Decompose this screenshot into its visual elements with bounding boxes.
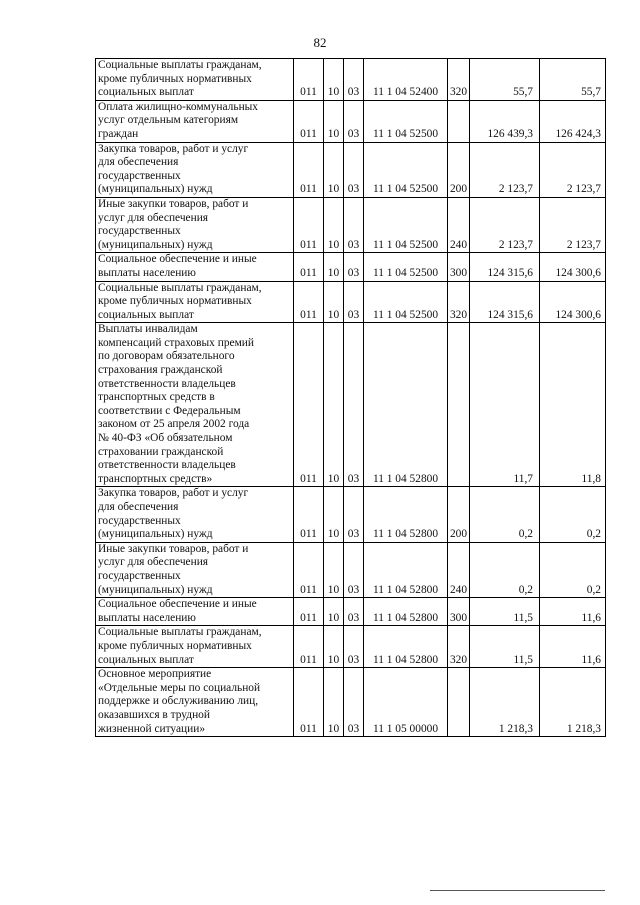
- cell-expense-type: [448, 100, 470, 142]
- table-row: [96, 142, 606, 197]
- cell-name: Основное мероприятие «Отдельные меры по социальной поддержке и обслуживанию лиц, оказавшихся в трудной жизненной ситуации»: [96, 668, 294, 737]
- cell-subsection: 03: [344, 100, 364, 142]
- cell-target-article: 11 1 04 52500: [364, 197, 448, 252]
- cell-section: 10: [324, 668, 344, 737]
- cell-name: Социальные выплаты гражданам, кроме публичных нормативных социальных выплат: [96, 59, 294, 101]
- cell-amount-1: 0,2: [470, 487, 540, 542]
- cell-name: Закупка товаров, работ и услуг для обеспечения государственных (муниципальных) нужд: [96, 487, 294, 542]
- cell-amount-1: 124 315,6: [470, 253, 540, 281]
- cell-section: 10: [324, 142, 344, 197]
- table-row: [96, 100, 606, 142]
- cell-ministry-code: 011: [294, 253, 324, 281]
- cell-amount-1: 1 218,3: [470, 668, 540, 737]
- cell-subsection: 03: [344, 323, 364, 487]
- table-row: [96, 197, 606, 252]
- cell-amount-1: 11,7: [470, 323, 540, 487]
- cell-section: 10: [324, 100, 344, 142]
- cell-amount-2: 0,2: [540, 487, 606, 542]
- cell-section: 10: [324, 542, 344, 597]
- cell-target-article: 11 1 04 52800: [364, 542, 448, 597]
- cell-ministry-code: 011: [294, 197, 324, 252]
- cell-ministry-code: 011: [294, 626, 324, 668]
- cell-expense-type: 320: [448, 626, 470, 668]
- cell-name: Выплаты инвалидам компенсаций страховых премий по договорам обязательного страхования гражданской ответственности владельцев транспортных средств в соответствии с Федеральным законом от 25 апреля 2002 года № 40-ФЗ «Об обязательном страховании гражданской ответственности владельцев транспортных средств»: [96, 323, 294, 487]
- cell-expense-type: 200: [448, 142, 470, 197]
- cell-name: Социальное обеспечение и иные выплаты населению: [96, 253, 294, 281]
- cell-target-article: 11 1 04 52500: [364, 281, 448, 323]
- cell-ministry-code: 011: [294, 142, 324, 197]
- table-row: [96, 323, 606, 487]
- cell-section: 10: [324, 197, 344, 252]
- cell-section: 10: [324, 253, 344, 281]
- cell-amount-2: 126 424,3: [540, 100, 606, 142]
- cell-target-article: 11 1 05 00000: [364, 668, 448, 737]
- cell-expense-type: 240: [448, 542, 470, 597]
- cell-amount-1: 124 315,6: [470, 281, 540, 323]
- cell-expense-type: 240: [448, 197, 470, 252]
- cell-ministry-code: 011: [294, 668, 324, 737]
- cell-amount-2: 0,2: [540, 542, 606, 597]
- cell-target-article: 11 1 04 52500: [364, 100, 448, 142]
- cell-section: 10: [324, 598, 344, 626]
- cell-subsection: 03: [344, 487, 364, 542]
- cell-subsection: 03: [344, 142, 364, 197]
- cell-amount-2: 11,6: [540, 598, 606, 626]
- cell-amount-2: 2 123,7: [540, 142, 606, 197]
- cell-expense-type: 320: [448, 59, 470, 101]
- cell-subsection: 03: [344, 59, 364, 101]
- cell-subsection: 03: [344, 598, 364, 626]
- cell-amount-2: 55,7: [540, 59, 606, 101]
- cell-target-article: 11 1 04 52500: [364, 253, 448, 281]
- cell-target-article: 11 1 04 52400: [364, 59, 448, 101]
- table-row: [96, 626, 606, 668]
- table-row: [96, 281, 606, 323]
- cell-section: 10: [324, 487, 344, 542]
- cell-amount-1: 11,5: [470, 598, 540, 626]
- cell-amount-2: 124 300,6: [540, 253, 606, 281]
- cell-name: Оплата жилищно-коммунальных услуг отдельным категориям граждан: [96, 100, 294, 142]
- cell-expense-type: 320: [448, 281, 470, 323]
- cell-name: Социальные выплаты гражданам, кроме публичных нормативных социальных выплат: [96, 281, 294, 323]
- cell-ministry-code: 011: [294, 100, 324, 142]
- cell-name: Иные закупки товаров, работ и услуг для обеспечения государственных (муниципальных) нужд: [96, 542, 294, 597]
- cell-ministry-code: 011: [294, 487, 324, 542]
- cell-subsection: 03: [344, 281, 364, 323]
- table-row: [96, 59, 606, 101]
- cell-target-article: 11 1 04 52800: [364, 598, 448, 626]
- cell-amount-1: 11,5: [470, 626, 540, 668]
- cell-amount-1: 2 123,7: [470, 197, 540, 252]
- cell-section: 10: [324, 59, 344, 101]
- cell-ministry-code: 011: [294, 281, 324, 323]
- cell-subsection: 03: [344, 626, 364, 668]
- cell-amount-2: 2 123,7: [540, 197, 606, 252]
- budget-table: [95, 58, 606, 737]
- cell-name: Иные закупки товаров, работ и услуг для обеспечения государственных (муниципальных) нужд: [96, 197, 294, 252]
- table-row: [96, 542, 606, 597]
- cell-section: 10: [324, 626, 344, 668]
- cell-ministry-code: 011: [294, 323, 324, 487]
- table-row: [96, 253, 606, 281]
- cell-expense-type: 300: [448, 253, 470, 281]
- cell-amount-2: 124 300,6: [540, 281, 606, 323]
- page-number: 82: [313, 35, 327, 50]
- cell-amount-2: 11,6: [540, 626, 606, 668]
- table-row: [96, 487, 606, 542]
- table-body: [96, 59, 606, 737]
- cell-ministry-code: 011: [294, 542, 324, 597]
- cell-ministry-code: 011: [294, 59, 324, 101]
- cell-amount-2: 11,8: [540, 323, 606, 487]
- cell-target-article: 11 1 04 52800: [364, 323, 448, 487]
- cell-amount-1: 55,7: [470, 59, 540, 101]
- cell-name: Социальное обеспечение и иные выплаты населению: [96, 598, 294, 626]
- cell-section: 10: [324, 323, 344, 487]
- table-row: [96, 668, 606, 737]
- cell-amount-1: 0,2: [470, 542, 540, 597]
- cell-target-article: 11 1 04 52800: [364, 487, 448, 542]
- cell-amount-1: 2 123,7: [470, 142, 540, 197]
- footer-divider: [430, 890, 605, 891]
- cell-amount-2: 1 218,3: [540, 668, 606, 737]
- cell-expense-type: 300: [448, 598, 470, 626]
- cell-section: 10: [324, 281, 344, 323]
- cell-target-article: 11 1 04 52800: [364, 626, 448, 668]
- cell-target-article: 11 1 04 52500: [364, 142, 448, 197]
- cell-expense-type: [448, 668, 470, 737]
- cell-name: Закупка товаров, работ и услуг для обеспечения государственных (муниципальных) нужд: [96, 142, 294, 197]
- cell-name: Социальные выплаты гражданам, кроме публичных нормативных социальных выплат: [96, 626, 294, 668]
- cell-ministry-code: 011: [294, 598, 324, 626]
- cell-expense-type: [448, 323, 470, 487]
- cell-amount-1: 126 439,3: [470, 100, 540, 142]
- cell-expense-type: 200: [448, 487, 470, 542]
- table-row: [96, 598, 606, 626]
- cell-subsection: 03: [344, 197, 364, 252]
- cell-subsection: 03: [344, 668, 364, 737]
- cell-subsection: 03: [344, 542, 364, 597]
- cell-subsection: 03: [344, 253, 364, 281]
